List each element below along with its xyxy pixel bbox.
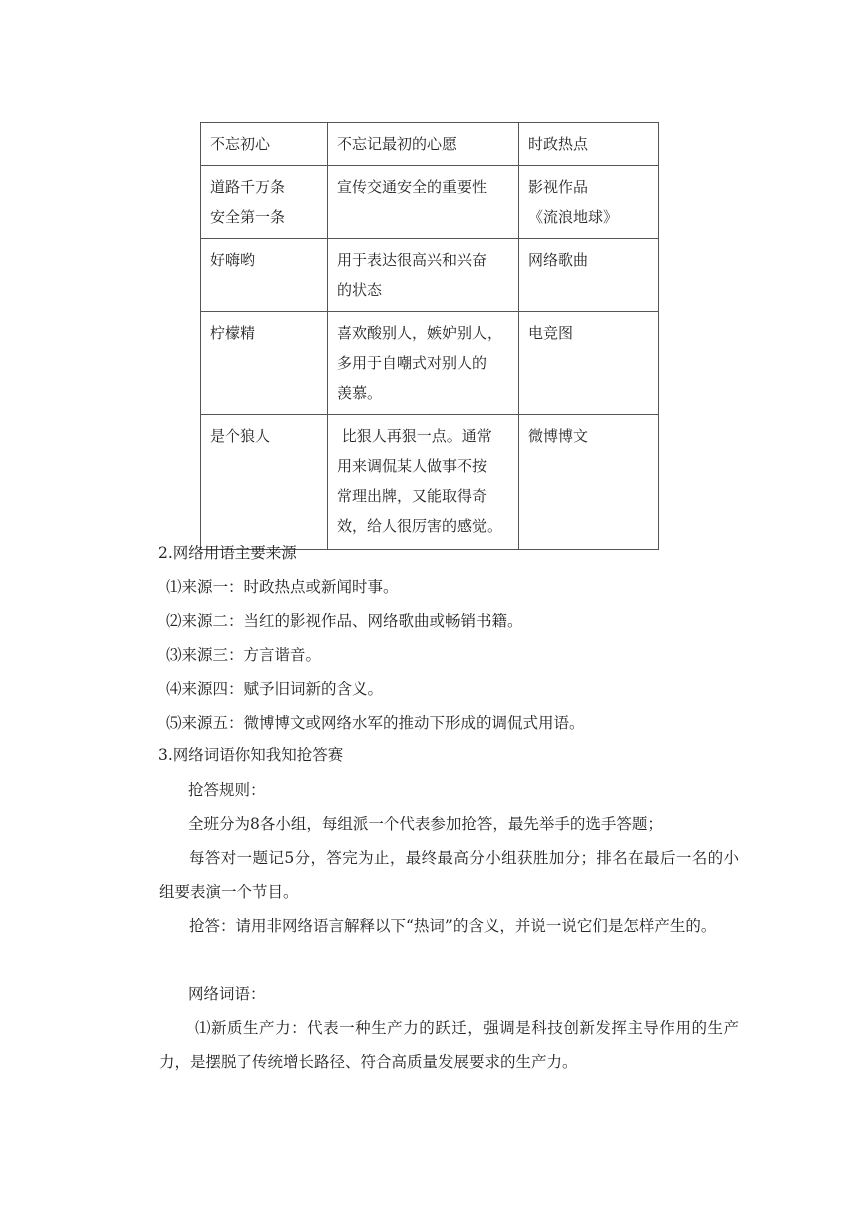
meaning-cell: 不忘记最初的心愿 bbox=[328, 123, 519, 166]
source-cell: 影视作品 《流浪地球》 bbox=[519, 166, 659, 239]
meaning-cell: 用于表达很高兴和兴奋 的状态 bbox=[328, 239, 519, 312]
question-text: 抢答：请用非网络语言解释以下“热词”的含义，并说一说它们是怎样产生的。 bbox=[189, 917, 717, 935]
word-definition: ⑴新质生产力：代表一种生产力的跃迁，强调是科技创新发挥主导作用的生产力，是摆脱了传统增长路径、符合高质量发展要求的生产力。 bbox=[159, 1019, 739, 1071]
table-row bbox=[201, 312, 659, 415]
network-terms-table bbox=[200, 122, 659, 550]
meaning-cell: 宣传交通安全的重要性 bbox=[328, 166, 519, 239]
rule-text: 全班分为8各小组，每组派一个代表参加抢答，最先举手的选手答题； bbox=[188, 815, 663, 833]
list-item: ⑸来源五：微博博文或网络水军的推动下形成的调侃式用语。 bbox=[166, 714, 585, 732]
term-cell: 柠檬精 bbox=[201, 312, 328, 415]
source-cell: 电竞图 bbox=[519, 312, 659, 415]
meaning-cell: 比狠人再狠一点。通常 用来调侃某人做事不按 常理出牌，又能取得奇 效，给人很厉害的感觉。 bbox=[328, 415, 519, 550]
table-row bbox=[201, 415, 659, 550]
rule-text: 每答对一题记5分，答完为止，最终最高分小组获胜加分；排名在最后一名的小组要表演一个节目。 bbox=[159, 849, 739, 901]
term-cell: 不忘初心 bbox=[201, 123, 328, 166]
term-cell: 好嗨哟 bbox=[201, 239, 328, 312]
meaning-cell: 喜欢酸别人，嫉妒别人， 多用于自嘲式对别人的 羡慕。 bbox=[328, 312, 519, 415]
section-heading: 2.网络用语主要来源 bbox=[158, 544, 297, 562]
list-item: ⑶来源三：方言谐音。 bbox=[166, 646, 322, 664]
words-label: 网络词语： bbox=[188, 985, 266, 1003]
table-row bbox=[201, 239, 659, 312]
term-cell: 是个狼人 bbox=[201, 415, 328, 550]
list-item: ⑵来源二：当红的影视作品、网络歌曲或畅销书籍。 bbox=[166, 612, 523, 630]
section-heading: 3.网络词语你知我知抢答赛 bbox=[158, 746, 344, 764]
list-item: ⑷来源四：赋予旧词新的含义。 bbox=[166, 680, 384, 698]
table-row bbox=[201, 166, 659, 239]
list-item: ⑴来源一：时政热点或新闻时事。 bbox=[166, 578, 399, 596]
source-cell: 微博博文 bbox=[519, 415, 659, 550]
rules-label: 抢答规则： bbox=[188, 781, 266, 799]
source-cell: 网络歌曲 bbox=[519, 239, 659, 312]
source-cell: 时政热点 bbox=[519, 123, 659, 166]
table-row bbox=[201, 123, 659, 166]
term-cell: 道路千万条 安全第一条 bbox=[201, 166, 328, 239]
